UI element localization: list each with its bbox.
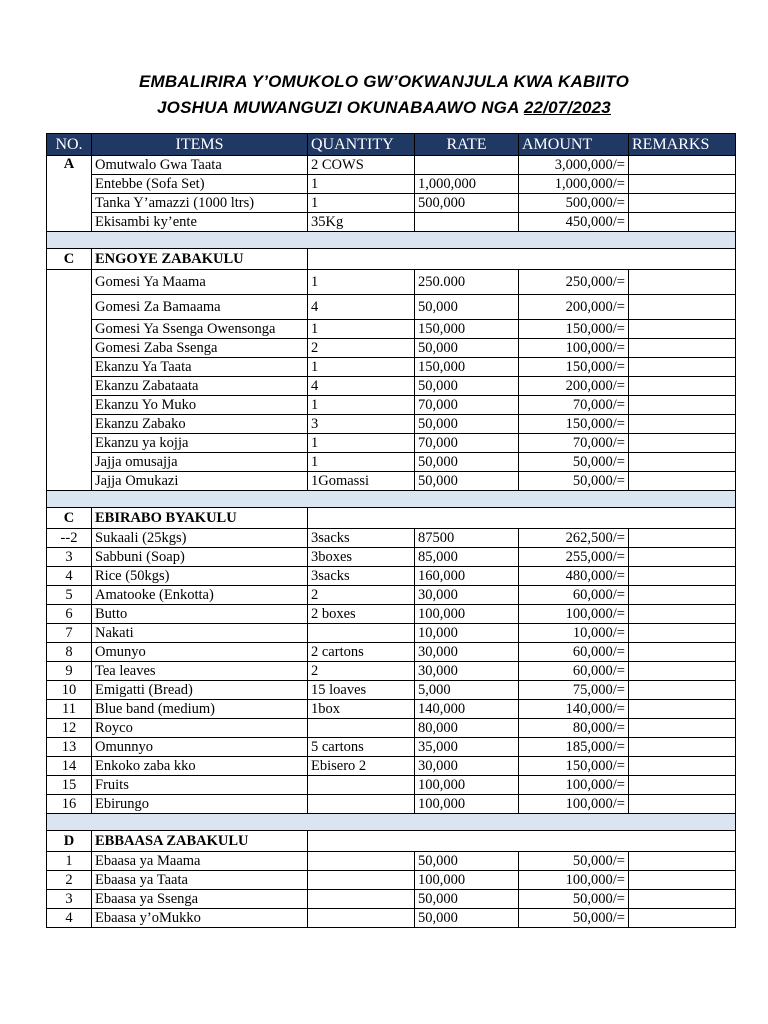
table-row: [47, 681, 736, 700]
item-remarks: [629, 358, 736, 377]
section-label: C: [47, 508, 92, 529]
item-amount: 255,000/=: [519, 548, 629, 567]
item-remarks: [629, 757, 736, 776]
section-header-blank: [308, 508, 736, 529]
section-label: A: [47, 156, 92, 232]
item-amount: 100,000/=: [519, 776, 629, 795]
item-quantity: 1: [308, 453, 415, 472]
item-rate: 1,000,000: [415, 175, 519, 194]
item-quantity: 2: [308, 339, 415, 358]
item-quantity: [308, 624, 415, 643]
item-remarks: [629, 681, 736, 700]
table-row: [47, 270, 736, 295]
item-quantity: 1box: [308, 700, 415, 719]
table-row: [47, 213, 736, 232]
item-name: Rice (50kgs): [92, 567, 308, 586]
section-header-row: [47, 249, 736, 270]
item-amount: 50,000/=: [519, 453, 629, 472]
item-quantity: 4: [308, 295, 415, 320]
item-rate: 30,000: [415, 662, 519, 681]
item-amount: 100,000/=: [519, 871, 629, 890]
item-rate: 500,000: [415, 194, 519, 213]
item-name: Omunyo: [92, 643, 308, 662]
item-name: Gomesi Ya Ssenga Owensonga: [92, 320, 308, 339]
item-quantity: [308, 719, 415, 738]
item-quantity: [308, 852, 415, 871]
header-rate: RATE: [415, 134, 519, 156]
item-name: Enkoko zaba kko: [92, 757, 308, 776]
section-header-blank: [308, 249, 736, 270]
row-number: 15: [47, 776, 92, 795]
item-quantity: 3boxes: [308, 548, 415, 567]
item-amount: 100,000/=: [519, 339, 629, 358]
item-rate: [415, 213, 519, 232]
item-remarks: [629, 890, 736, 909]
item-remarks: [629, 396, 736, 415]
section-label: D: [47, 831, 92, 852]
row-number: 9: [47, 662, 92, 681]
item-amount: 50,000/=: [519, 909, 629, 928]
section-label: C: [47, 249, 92, 270]
item-quantity: [308, 890, 415, 909]
item-remarks: [629, 194, 736, 213]
item-amount: 185,000/=: [519, 738, 629, 757]
item-name: Gomesi Ya Maama: [92, 270, 308, 295]
row-number: 6: [47, 605, 92, 624]
item-rate: 50,000: [415, 339, 519, 358]
item-rate: 100,000: [415, 871, 519, 890]
item-rate: 250.000: [415, 270, 519, 295]
item-name: Ekanzu ya kojja: [92, 434, 308, 453]
item-remarks: [629, 472, 736, 491]
item-rate: 100,000: [415, 776, 519, 795]
section-title: ENGOYE ZABAKULU: [92, 249, 308, 270]
table-row: [47, 567, 736, 586]
table-row: [47, 738, 736, 757]
item-name: Omutwalo Gwa Taata: [92, 156, 308, 175]
item-rate: 100,000: [415, 605, 519, 624]
table-row: [47, 453, 736, 472]
item-remarks: [629, 643, 736, 662]
budget-table: [46, 133, 736, 928]
item-amount: 60,000/=: [519, 662, 629, 681]
table-row: [47, 339, 736, 358]
item-name: Gomesi Za Bamaama: [92, 295, 308, 320]
table-row: [47, 529, 736, 548]
table-row: [47, 719, 736, 738]
table-row: [47, 852, 736, 871]
section-header-row: [47, 831, 736, 852]
item-rate: 50,000: [415, 453, 519, 472]
item-remarks: [629, 738, 736, 757]
item-quantity: 2: [308, 586, 415, 605]
row-number: 8: [47, 643, 92, 662]
item-amount: 150,000/=: [519, 415, 629, 434]
item-name: Ebaasa y’oMukko: [92, 909, 308, 928]
item-amount: 60,000/=: [519, 643, 629, 662]
table-row: [47, 175, 736, 194]
table-row: [47, 776, 736, 795]
item-rate: [415, 156, 519, 175]
item-rate: 30,000: [415, 586, 519, 605]
header-quantity: QUANTITY: [308, 134, 415, 156]
item-remarks: [629, 270, 736, 295]
item-amount: 10,000/=: [519, 624, 629, 643]
item-quantity: Ebisero 2: [308, 757, 415, 776]
item-rate: 35,000: [415, 738, 519, 757]
table-row: [47, 890, 736, 909]
item-quantity: 4: [308, 377, 415, 396]
row-number: --2: [47, 529, 92, 548]
table-row: [47, 358, 736, 377]
section-spacer-row: [47, 491, 736, 508]
item-remarks: [629, 567, 736, 586]
table-row: [47, 548, 736, 567]
item-amount: 80,000/=: [519, 719, 629, 738]
item-amount: 70,000/=: [519, 434, 629, 453]
item-remarks: [629, 909, 736, 928]
row-number: 5: [47, 586, 92, 605]
item-remarks: [629, 586, 736, 605]
item-name: Fruits: [92, 776, 308, 795]
item-remarks: [629, 662, 736, 681]
item-quantity: 1Gomassi: [308, 472, 415, 491]
document-subtitle: [0, 98, 768, 118]
item-amount: 200,000/=: [519, 295, 629, 320]
item-quantity: [308, 871, 415, 890]
item-rate: 160,000: [415, 567, 519, 586]
row-number: 1: [47, 852, 92, 871]
item-rate: 150,000: [415, 320, 519, 339]
item-quantity: [308, 776, 415, 795]
item-remarks: [629, 852, 736, 871]
item-amount: 140,000/=: [519, 700, 629, 719]
item-amount: 75,000/=: [519, 681, 629, 700]
item-amount: 1,000,000/=: [519, 175, 629, 194]
item-remarks: [629, 700, 736, 719]
item-amount: 262,500/=: [519, 529, 629, 548]
item-name: Ekisambi ky’ente: [92, 213, 308, 232]
item-name: Tea leaves: [92, 662, 308, 681]
table-row: [47, 586, 736, 605]
item-amount: 60,000/=: [519, 586, 629, 605]
subtitle-text: JOSHUA MUWANGUZI OKUNABAAWO NGA: [157, 98, 524, 117]
table-row: [47, 624, 736, 643]
section-header-row: [47, 508, 736, 529]
spacer-cell: [47, 232, 736, 249]
item-amount: 150,000/=: [519, 320, 629, 339]
item-quantity: 3: [308, 415, 415, 434]
item-name: Ebaasa ya Taata: [92, 871, 308, 890]
item-rate: 50,000: [415, 295, 519, 320]
row-number: 4: [47, 909, 92, 928]
table-row: [47, 662, 736, 681]
row-number: 12: [47, 719, 92, 738]
item-rate: 30,000: [415, 757, 519, 776]
event-date: 22/07/2023: [523, 98, 611, 117]
item-rate: 50,000: [415, 909, 519, 928]
item-amount: 50,000/=: [519, 890, 629, 909]
item-remarks: [629, 175, 736, 194]
item-name: Ekanzu Zabataata: [92, 377, 308, 396]
item-rate: 70,000: [415, 434, 519, 453]
item-name: Ekanzu Ya Taata: [92, 358, 308, 377]
header-amount: AMOUNT: [519, 134, 629, 156]
table-row: [47, 605, 736, 624]
table-row: [47, 194, 736, 213]
item-amount: 150,000/=: [519, 358, 629, 377]
table-row: [47, 415, 736, 434]
item-amount: 50,000/=: [519, 472, 629, 491]
item-remarks: [629, 415, 736, 434]
item-quantity: 1: [308, 358, 415, 377]
item-quantity: [308, 795, 415, 814]
item-remarks: [629, 213, 736, 232]
item-quantity: 1: [308, 175, 415, 194]
item-remarks: [629, 529, 736, 548]
row-number-blank: [47, 270, 92, 491]
item-name: Sukaali (25kgs): [92, 529, 308, 548]
header-items: ITEMS: [92, 134, 308, 156]
item-remarks: [629, 624, 736, 643]
table-row: [47, 156, 736, 175]
item-remarks: [629, 295, 736, 320]
item-name: Sabbuni (Soap): [92, 548, 308, 567]
item-amount: 3,000,000/=: [519, 156, 629, 175]
item-rate: 50,000: [415, 377, 519, 396]
item-quantity: 35Kg: [308, 213, 415, 232]
item-remarks: [629, 453, 736, 472]
header-no: NO.: [47, 134, 92, 156]
section-header-blank: [308, 831, 736, 852]
item-name: Entebbe (Sofa Set): [92, 175, 308, 194]
item-remarks: [629, 320, 736, 339]
item-quantity: 1: [308, 320, 415, 339]
item-name: Omunnyo: [92, 738, 308, 757]
item-amount: 70,000/=: [519, 396, 629, 415]
item-name: Jajja omusajja: [92, 453, 308, 472]
item-quantity: [308, 909, 415, 928]
item-rate: 100,000: [415, 795, 519, 814]
item-rate: 80,000: [415, 719, 519, 738]
row-number: 14: [47, 757, 92, 776]
item-name: Ebirungo: [92, 795, 308, 814]
spacer-cell: [47, 814, 736, 831]
item-remarks: [629, 776, 736, 795]
item-amount: 150,000/=: [519, 757, 629, 776]
item-amount: 100,000/=: [519, 795, 629, 814]
table-row: [47, 295, 736, 320]
header-remarks: REMARKS: [629, 134, 736, 156]
item-remarks: [629, 156, 736, 175]
table-row: [47, 909, 736, 928]
row-number: 3: [47, 890, 92, 909]
table-row: [47, 472, 736, 491]
item-name: Royco: [92, 719, 308, 738]
item-rate: 5,000: [415, 681, 519, 700]
row-number: 11: [47, 700, 92, 719]
table-row: [47, 377, 736, 396]
item-rate: 150,000: [415, 358, 519, 377]
item-quantity: 2 cartons: [308, 643, 415, 662]
item-rate: 50,000: [415, 890, 519, 909]
row-number: 16: [47, 795, 92, 814]
row-number: 3: [47, 548, 92, 567]
item-amount: 200,000/=: [519, 377, 629, 396]
item-remarks: [629, 339, 736, 358]
document-title: EMBALIRIRA Y’OMUKOLO GW’OKWANJULA KWA KABIITO: [138, 72, 630, 91]
row-number: 13: [47, 738, 92, 757]
item-quantity: 1: [308, 194, 415, 213]
table-row: [47, 396, 736, 415]
item-remarks: [629, 719, 736, 738]
item-amount: 480,000/=: [519, 567, 629, 586]
item-name: Amatooke (Enkotta): [92, 586, 308, 605]
item-quantity: 1: [308, 270, 415, 295]
item-amount: 500,000/=: [519, 194, 629, 213]
item-rate: 140,000: [415, 700, 519, 719]
section-spacer-row: [47, 814, 736, 831]
row-number: 2: [47, 871, 92, 890]
item-amount: 50,000/=: [519, 852, 629, 871]
item-rate: 30,000: [415, 643, 519, 662]
item-name: Ekanzu Zabako: [92, 415, 308, 434]
section-spacer-row: [47, 232, 736, 249]
table-row: [47, 795, 736, 814]
item-name: Ekanzu Yo Muko: [92, 396, 308, 415]
item-amount: 250,000/=: [519, 270, 629, 295]
table-row: [47, 643, 736, 662]
table-row: [47, 434, 736, 453]
item-name: Gomesi Zaba Ssenga: [92, 339, 308, 358]
item-name: Ebaasa ya Maama: [92, 852, 308, 871]
table-row: [47, 757, 736, 776]
row-number: 10: [47, 681, 92, 700]
item-quantity: 3sacks: [308, 529, 415, 548]
item-remarks: [629, 377, 736, 396]
spacer-cell: [47, 491, 736, 508]
item-name: Tanka Y’amazzi (1000 ltrs): [92, 194, 308, 213]
table-header-row: [47, 134, 736, 156]
item-rate: 87500: [415, 529, 519, 548]
item-quantity: 3sacks: [308, 567, 415, 586]
item-remarks: [629, 434, 736, 453]
item-remarks: [629, 548, 736, 567]
item-rate: 70,000: [415, 396, 519, 415]
item-amount: 100,000/=: [519, 605, 629, 624]
item-remarks: [629, 605, 736, 624]
item-name: Jajja Omukazi: [92, 472, 308, 491]
item-quantity: 2 COWS: [308, 156, 415, 175]
item-name: Emigatti (Bread): [92, 681, 308, 700]
table-row: [47, 700, 736, 719]
section-title: EBBAASA ZABAKULU: [92, 831, 308, 852]
item-name: Ebaasa ya Ssenga: [92, 890, 308, 909]
item-amount: 450,000/=: [519, 213, 629, 232]
item-rate: 50,000: [415, 472, 519, 491]
item-quantity: 5 cartons: [308, 738, 415, 757]
row-number: 4: [47, 567, 92, 586]
section-title: EBIRABO BYAKULU: [92, 508, 308, 529]
item-name: Butto: [92, 605, 308, 624]
item-quantity: 1: [308, 396, 415, 415]
item-rate: 50,000: [415, 415, 519, 434]
item-remarks: [629, 871, 736, 890]
item-name: Nakati: [92, 624, 308, 643]
item-rate: 50,000: [415, 852, 519, 871]
item-quantity: 1: [308, 434, 415, 453]
item-rate: 85,000: [415, 548, 519, 567]
item-name: Blue band (medium): [92, 700, 308, 719]
item-remarks: [629, 795, 736, 814]
item-quantity: 2 boxes: [308, 605, 415, 624]
item-rate: 10,000: [415, 624, 519, 643]
item-quantity: 2: [308, 662, 415, 681]
item-quantity: 15 loaves: [308, 681, 415, 700]
table-row: [47, 320, 736, 339]
table-row: [47, 871, 736, 890]
row-number: 7: [47, 624, 92, 643]
